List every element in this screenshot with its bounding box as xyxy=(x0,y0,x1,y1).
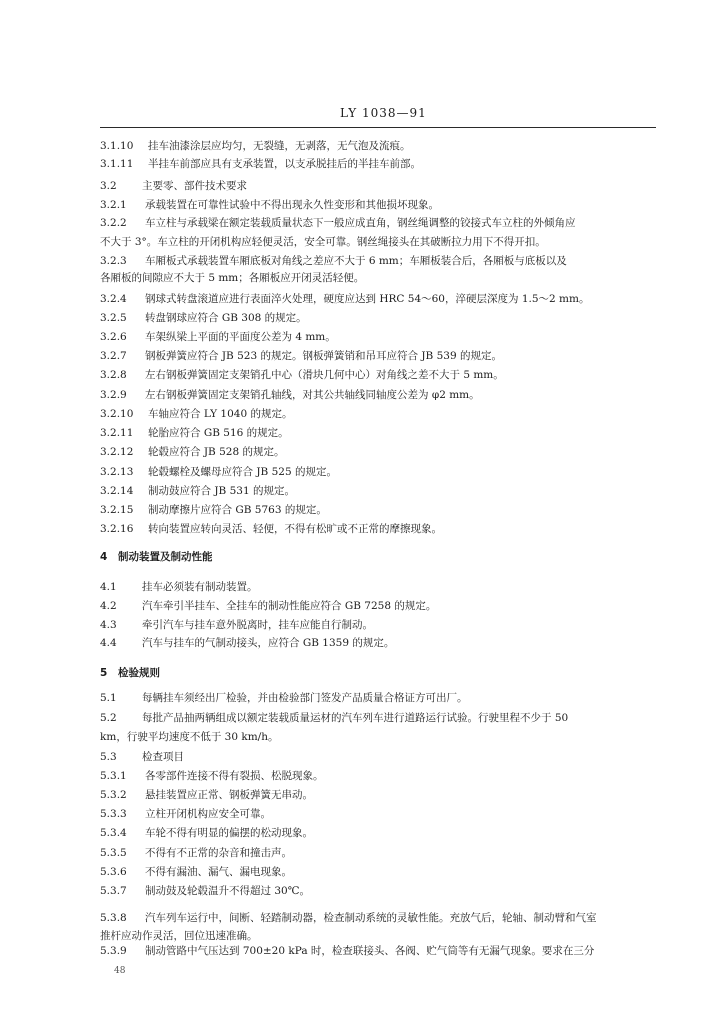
text-line xyxy=(100,466,337,479)
clause-text: 转盘钢球应符合 GB 308 的规定。 xyxy=(145,312,307,324)
text-line xyxy=(100,930,258,943)
clause-text: 轮毂应符合 JB 528 的规定。 xyxy=(148,446,285,458)
clause-text: 制动鼓应符合 JB 531 的规定。 xyxy=(148,485,295,497)
clause-text: 轮毂螺栓及螺母应符合 JB 525 的规定。 xyxy=(148,466,337,478)
clause-text: 不得有漏油、漏气、漏电现象。 xyxy=(145,866,292,878)
text-line xyxy=(100,158,421,171)
text-line xyxy=(100,350,502,363)
clause-text: 主要零、部件技术要求 xyxy=(142,180,247,192)
clause-text: 挂车必须装有制动装置。 xyxy=(142,581,258,593)
section-heading xyxy=(100,667,160,680)
clause-number: 3.2.4 xyxy=(100,293,127,305)
clause-text: 车立柱与承载梁在额定装载质量状态下一般应成直角，钢丝绳调整的铰接式车立柱的外倾角应 xyxy=(145,217,576,229)
text-line xyxy=(100,446,284,459)
clause-number: 5.3.5 xyxy=(100,847,127,859)
clause-text: 立柱开闭机构应安全可靠。 xyxy=(145,808,271,820)
clause-number: 5.3.2 xyxy=(100,789,127,801)
clause-number: 3.2.16 xyxy=(100,523,134,535)
clause-number: 3.2.7 xyxy=(100,350,127,362)
text-line xyxy=(100,272,364,285)
text-line xyxy=(100,637,394,650)
text-line xyxy=(100,789,313,802)
clause-text: 承载装置在可靠性试验中不得出现永久性变形和其他损坏现象。 xyxy=(145,199,439,211)
clause-text: 汽车与挂车的气制动接头，应符合 GB 1359 的规定。 xyxy=(142,637,395,649)
clause-number: 3.2.3 xyxy=(100,255,127,267)
clause-number: 5.3.4 xyxy=(100,827,127,839)
text-line xyxy=(100,369,504,382)
clause-number: 4.4 xyxy=(100,637,117,649)
clause-number: 5.3.8 xyxy=(100,912,127,924)
clause-text: 不大于 3°。车立柱的开闭机构应轻便灵活，安全可靠。钢丝绳接头在其破断拉力用下不得开扣。 xyxy=(100,236,546,248)
text-line xyxy=(100,140,411,153)
clause-text: 车轴应符合 LY 1040 的规定。 xyxy=(148,408,293,420)
clause-text: 左右钢板弹簧固定支架销孔中心（滑块几何中心）对角线之差不大于 5 mm。 xyxy=(145,369,504,381)
clause-number: 3.1.10 xyxy=(100,140,134,152)
clause-number: 5.3.7 xyxy=(100,885,127,897)
clause-text: 制动摩擦片应符合 GB 5763 的规定。 xyxy=(148,504,327,516)
text-line xyxy=(100,199,439,212)
text-line xyxy=(100,770,324,783)
clause-number: 3.2.2 xyxy=(100,217,127,229)
clause-text: 左右钢板弹簧固定支架销孔轴线，对其公共轴线同轴度公差为 φ2 mm。 xyxy=(145,389,480,401)
clause-text: 每批产品抽两辆组成以额定装载质量运材的汽车列车进行道路运行试验。行驶里程不少于 50 xyxy=(142,712,569,724)
clause-text: 检验规则 xyxy=(118,667,160,679)
clause-number: 5.3 xyxy=(100,751,117,763)
text-line xyxy=(100,808,271,821)
text-line xyxy=(100,408,292,421)
text-line xyxy=(100,847,292,860)
clause-text: 检查项目 xyxy=(142,751,184,763)
clause-text: 制动装置及制动性能 xyxy=(118,551,213,563)
text-line xyxy=(100,331,336,344)
text-line xyxy=(100,600,436,613)
clause-text: 不得有不正常的杂音和撞击声。 xyxy=(145,847,292,859)
clause-number: 3.2.9 xyxy=(100,389,127,401)
clause-number: 4.2 xyxy=(100,600,117,612)
clause-text: 制动鼓及轮毂温升不得超过 30℃。 xyxy=(145,885,310,897)
clause-text: 各厢板的间隙应不大于 5 mm；各厢板应开闭灵活轻便。 xyxy=(100,272,365,284)
clause-number: 3.2.12 xyxy=(100,446,134,458)
text-line xyxy=(100,180,247,193)
page-header: LY 1038—91 xyxy=(340,106,427,120)
clause-number: 3.2.10 xyxy=(100,408,134,420)
text-line xyxy=(100,293,589,306)
clause-number: 4.3 xyxy=(100,619,117,631)
text-line xyxy=(100,581,258,594)
clause-number: 3.2.15 xyxy=(100,504,134,516)
clause-text: 牵引汽车与挂车意外脱离时，挂车应能自行制动。 xyxy=(142,619,373,631)
text-line xyxy=(100,885,310,898)
text-line xyxy=(100,255,567,268)
text-line xyxy=(100,866,292,879)
clause-number: 4.1 xyxy=(100,581,117,593)
text-line xyxy=(100,619,373,632)
clause-number: 4 xyxy=(100,551,108,563)
text-line xyxy=(100,217,576,230)
text-line xyxy=(100,236,546,249)
clause-number: 5 xyxy=(100,667,108,679)
clause-text: 汽车牵引半挂车、全挂车的制动性能应符合 GB 7258 的规定。 xyxy=(142,600,437,612)
section-heading xyxy=(100,551,213,564)
text-line xyxy=(100,523,442,536)
clause-number: 3.2.5 xyxy=(100,312,127,324)
clause-number: 3.2.6 xyxy=(100,331,127,343)
clause-number: 5.1 xyxy=(100,692,117,704)
clause-text: 轮胎应符合 GB 516 的规定。 xyxy=(148,427,289,439)
text-line xyxy=(100,389,480,402)
clause-number: 3.2.14 xyxy=(100,485,134,497)
clause-number: 3.2.13 xyxy=(100,466,134,478)
clause-number: 5.3.9 xyxy=(100,945,127,957)
clause-text: 制动管路中气压达到 700±20 kPa 时，检查联接头、各阀、贮气筒等有无漏气现象。要求在三分 xyxy=(145,945,595,957)
clause-text: km，行驶平均速度不低于 30 km/h。 xyxy=(100,731,279,743)
text-line xyxy=(100,504,327,517)
clause-text: 钢板弹簧应符合 JB 523 的规定。钢板弹簧销和吊耳应符合 JB 539 的规定。 xyxy=(145,350,502,362)
clause-number: 3.1.11 xyxy=(100,158,134,170)
clause-text: 车轮不得有明显的偏摆的松动现象。 xyxy=(145,827,313,839)
text-line xyxy=(100,912,597,925)
clause-text: 车架纵梁上平面的平面度公差为 4 mm。 xyxy=(145,331,336,343)
clause-number: 3.2 xyxy=(100,180,117,192)
text-line xyxy=(100,692,468,705)
clause-number: 3.2.11 xyxy=(100,427,134,439)
text-line xyxy=(100,427,289,440)
clause-number: 5.3.6 xyxy=(100,866,127,878)
clause-text: 每辆挂车须经出厂检验，并由检验部门签发产品质量合格证方可出厂。 xyxy=(142,692,468,704)
clause-text: 各零部件连接不得有裂损、松脱现象。 xyxy=(145,770,324,782)
clause-text: 推杆应动作灵活，回位迅速准确。 xyxy=(100,930,258,942)
clause-number: 3.2.8 xyxy=(100,369,127,381)
text-line xyxy=(100,945,594,958)
text-line xyxy=(100,485,295,498)
clause-text: 钢球式转盘滚道应进行表面淬火处理，硬度应达到 HRC 54～60，淬硬层深度为 1.5～2 mm。 xyxy=(145,293,590,305)
clause-text: 车厢板式承载装置车厢底板对角线之差应不大于 6 mm；车厢板装合后，各厢板与底板以及 xyxy=(145,255,567,267)
clause-text: 半挂车前部应具有支承装置，以支承脱挂后的半挂车前部。 xyxy=(148,158,421,170)
clause-number: 5.3.3 xyxy=(100,808,127,820)
clause-text: 转向装置应转向灵活、轻便，不得有松旷或不正常的摩擦现象。 xyxy=(148,523,442,535)
clause-number: 5.2 xyxy=(100,712,117,724)
text-line xyxy=(100,731,278,744)
text-line xyxy=(100,712,568,725)
clause-text: 悬挂装置应正常、钢板弹簧无串动。 xyxy=(145,789,313,801)
page-number: 48 xyxy=(114,966,126,976)
text-line xyxy=(100,751,184,764)
clause-text: 挂车油漆涂层应均匀，无裂缝，无剥落，无气泡及流痕。 xyxy=(148,140,411,152)
text-line xyxy=(100,827,313,840)
text-line xyxy=(100,312,307,325)
clause-text: 汽车列车运行中，间断、轻踏制动器，检查制动系统的灵敏性能。充放气后，轮轴、制动臂和气室 xyxy=(145,912,597,924)
clause-number: 3.2.1 xyxy=(100,199,127,211)
clause-number: 5.3.1 xyxy=(100,770,127,782)
